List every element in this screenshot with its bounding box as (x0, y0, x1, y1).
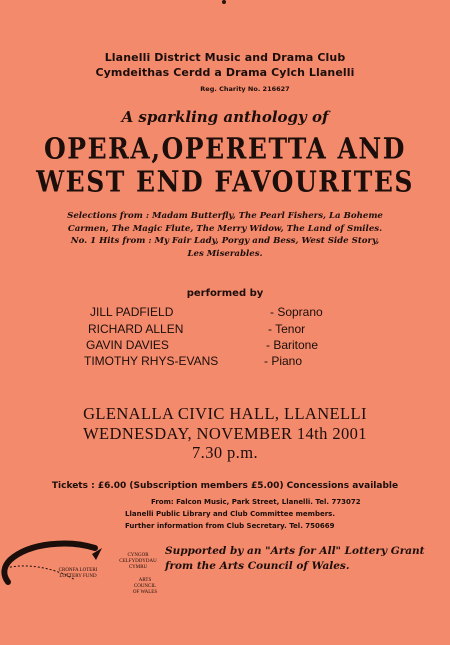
performer-name: RICHARD ALLEN (88, 322, 184, 336)
venue-date: WEDNESDAY, NOVEMBER 14th 2001 (83, 424, 367, 443)
performer-role: - Baritone (266, 338, 319, 352)
club-name-welsh: Cymdeithas Cerdd a Drama Cylch Llanelli (95, 66, 355, 79)
performer-role: - Soprano (270, 305, 323, 319)
lottery-fund-label: CRONFA LOTERI LOTTERY FUND (58, 568, 98, 579)
charity-number: Reg. Charity No. 216627 (200, 85, 290, 93)
selections-line: Carmen, The Magic Flute, The Merry Widow, The Land of Smiles. (67, 223, 383, 234)
venue-place: GLENALLA CIVIC HALL, LLANELLI (83, 404, 367, 423)
selections-line: No. 1 Hits from : My Fair Lady, Porgy and Bess, West Side Story, (70, 236, 380, 246)
venue-time: 7.30 p.m. (192, 443, 258, 462)
ticket-outlet-line: From: Falcon Music, Park Street, Llanelli. Tel. 773072 (151, 498, 361, 506)
support-statement (165, 544, 425, 574)
ticket-outlet-line: Llanelli Public Library and Club Committee members. (125, 510, 336, 518)
selections-line: Les Miserables. (187, 248, 263, 259)
title-line-2: WEST END FAVOURITES (36, 164, 414, 199)
hole-punch-mark (222, 0, 226, 4)
arts-council-english-label: ARTS COUNCIL OF WALES (132, 578, 158, 595)
support-line: from the Arts Council of Wales. (165, 560, 350, 572)
ticket-prices: Tickets : £6.00 (Subscription members £5.00) Concessions available (51, 481, 399, 491)
selections-line: Selections from : Madam Butterfly, The Pearl Fishers, La Boheme (67, 211, 383, 221)
ticket-outlets (115, 496, 415, 532)
tagline: A sparkling anthology of (121, 108, 329, 126)
performer-name: GAVIN DAVIES (86, 338, 169, 352)
performer-role: - Tenor (268, 322, 306, 336)
support-line: Supported by an "Arts for All" Lottery Grant (165, 545, 425, 557)
club-name-english: Llanelli District Music and Drama Club (104, 51, 346, 64)
ticket-outlet-line: Further information from Club Secretary. Tel. 750669 (125, 522, 335, 530)
performer-role: - Piano (264, 354, 303, 368)
performer-name: TIMOTHY RHYS-EVANS (84, 354, 219, 368)
performer-name: JILL PADFIELD (90, 305, 174, 319)
arts-council-welsh-label: CYNGOR CELFYDDYDAU CYMRU (119, 553, 157, 570)
title-line-1: OPERA,OPERETTA AND (44, 131, 406, 166)
performed-by-heading: performed by (186, 288, 264, 299)
selections-block (60, 210, 390, 260)
